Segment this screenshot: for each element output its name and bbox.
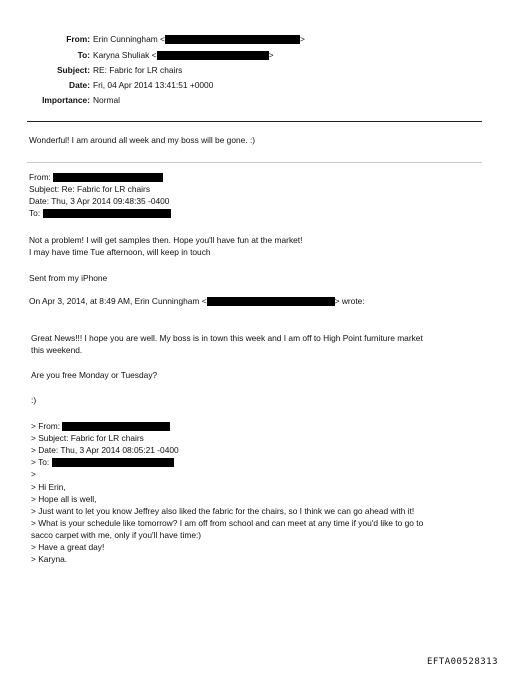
subject-label: Subject: <box>56 64 90 75</box>
date-label: Date: <box>69 79 90 90</box>
redaction-bar <box>165 35 300 44</box>
orig-line1: > Hope all is well, <box>31 494 97 504</box>
to-label: To: <box>77 49 90 60</box>
quoted-line4: :) <box>31 395 37 405</box>
header-to-row <box>0 49 273 61</box>
importance-label: Importance: <box>42 94 90 105</box>
header-from-row <box>0 33 305 45</box>
orig-from: > From: <box>31 421 170 432</box>
redaction-bar <box>43 209 171 218</box>
fwd1-attribution: On Apr 3, 2014, at 8:49 AM, Erin Cunningham < > wrote: <box>29 296 365 306</box>
to-close: > <box>268 49 274 60</box>
redaction-bar <box>53 173 163 182</box>
orig-blank: > <box>31 469 36 479</box>
orig-greeting: > Hi Erin, <box>31 482 66 492</box>
orig-date: > Date: Thu, 3 Apr 2014 08:05:21 -0400 <box>31 445 179 455</box>
fwd1-signature: Sent from my iPhone <box>29 273 108 283</box>
from-value <box>93 34 305 45</box>
fwd1-date: Date: Thu, 3 Apr 2014 09:48:35 -0400 <box>29 196 170 206</box>
date-value: Fri, 04 Apr 2014 13:41:51 +0000 <box>93 79 214 90</box>
document-id: EFTA00528313 <box>426 656 498 667</box>
header-divider <box>27 121 482 122</box>
from-label: From: <box>66 33 90 44</box>
to-name: Karyna Shuliak < <box>93 49 157 60</box>
fwd1-body-line1: Not a problem! I will get samples then. Hope you'll have fun at the market! <box>29 235 303 245</box>
from-close: > <box>299 33 305 44</box>
fwd1-from: From: <box>29 172 163 183</box>
quoted-line2: this weekend. <box>31 345 83 355</box>
orig-to: > To: <box>31 457 174 468</box>
orig-line3: > What is your schedule like tomorrow? I am off from school and can meet at any time if you'd like to go to <box>31 518 424 528</box>
redaction-bar <box>207 297 335 306</box>
reply-body: Wonderful! I am around all week and my boss will be gone. :) <box>29 135 256 145</box>
quoted-line3: Are you free Monday or Tuesday? <box>31 370 158 380</box>
subject-value: RE: Fabric for LR chairs <box>93 64 183 75</box>
from-name: Erin Cunningham < <box>93 33 165 44</box>
redaction-bar <box>62 422 170 431</box>
orig-line2: > Just want to let you know Jeffrey also liked the fabric for the chairs, so I think we can go ahead with it! <box>31 506 415 516</box>
reply-divider <box>27 162 482 163</box>
redaction-bar <box>52 458 174 467</box>
fwd1-subject: Subject: Re: Fabric for LR chairs <box>29 184 151 194</box>
quoted-line1: Great News!!! I hope you are well. My boss is in town this week and I am off to High Point furniture market <box>31 333 423 343</box>
header-importance-row <box>0 94 120 106</box>
header-date-row <box>0 79 213 91</box>
header-subject-row <box>0 64 182 76</box>
orig-line4: sacco carpet with me, only if you'll have time:) <box>31 530 202 540</box>
importance-value: Normal <box>93 94 120 105</box>
redaction-bar <box>157 51 269 60</box>
orig-line6: > Karyna. <box>31 554 68 564</box>
orig-line5: > Have a great day! <box>31 542 105 552</box>
fwd1-body-line2: I may have time Tue afternoon, will keep in touch <box>29 247 211 257</box>
orig-subject: > Subject: Fabric for LR chairs <box>31 433 144 443</box>
to-value <box>93 50 273 61</box>
fwd1-to: To: <box>29 208 171 219</box>
